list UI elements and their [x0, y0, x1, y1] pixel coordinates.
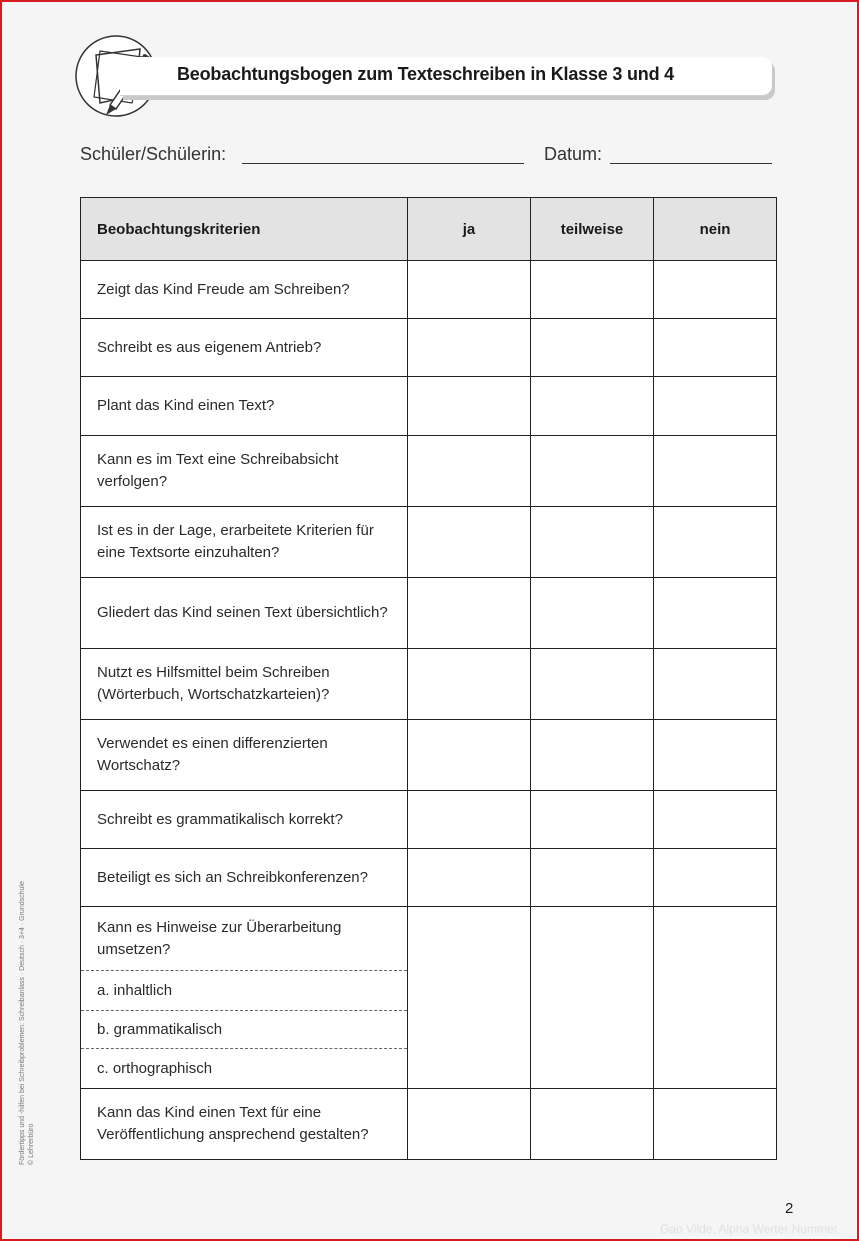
date-label: Datum: — [544, 144, 603, 164]
checkbox-cell-nein[interactable] — [654, 907, 777, 1089]
checkbox-cell-nein[interactable] — [654, 261, 777, 319]
checkbox-cell-nein[interactable] — [654, 1089, 777, 1160]
page-number: 2 — [785, 1200, 794, 1217]
checkbox-cell-ja[interactable] — [408, 649, 531, 720]
checkbox-cell-ja[interactable] — [408, 507, 531, 578]
criterion-text: Kann das Kind einen Text für eine Veröffentlichung ansprechend gestalten? — [81, 1089, 408, 1160]
checkbox-cell-teilweise[interactable] — [531, 507, 654, 578]
page-title: Beobachtungsbogen zum Texteschreiben in Klasse 3 und 4 — [177, 64, 674, 84]
table-row — [81, 720, 777, 791]
checkbox-cell-ja[interactable] — [408, 261, 531, 319]
table-row — [81, 436, 777, 507]
checkbox-cell-ja[interactable] — [408, 720, 531, 791]
side-note-line1: Fördertipps und -hilfen bei Schreibproblemen: Schreibanlass · Deutsch · 3+4 · Grundschule — [19, 881, 26, 1165]
checkbox-cell-ja[interactable] — [408, 849, 531, 907]
criterion-text: Verwendet es einen differenzierten Wortschatz? — [81, 720, 408, 791]
student-name-line[interactable] — [242, 163, 524, 164]
checkbox-cell-teilweise[interactable] — [531, 849, 654, 907]
table-row — [81, 907, 777, 971]
criterion-text: Zeigt das Kind Freude am Schreiben? — [81, 261, 408, 319]
checkbox-cell-ja[interactable] — [408, 377, 531, 436]
checkbox-cell-ja[interactable] — [408, 578, 531, 649]
table-row — [81, 507, 777, 578]
header-teilweise: teilweise — [531, 198, 654, 261]
watermark: Gao Vilde, Alpha Werter Nummer — [660, 1222, 838, 1236]
checkbox-cell-nein[interactable] — [654, 720, 777, 791]
checkbox-cell-teilweise[interactable] — [531, 1089, 654, 1160]
checkbox-cell-ja[interactable] — [408, 791, 531, 849]
table-row — [81, 791, 777, 849]
checkbox-cell-nein[interactable] — [654, 436, 777, 507]
criterion-text: Kann es Hinweise zur Überarbeitung umsetzen? — [81, 907, 408, 971]
student-label: Schüler/Schülerin: — [80, 144, 227, 164]
criterion-subitem: a. inhaltlich — [81, 971, 408, 1011]
checkbox-cell-teilweise[interactable] — [531, 436, 654, 507]
table-row — [81, 319, 777, 377]
checkbox-cell-nein[interactable] — [654, 319, 777, 377]
checkbox-cell-teilweise[interactable] — [531, 720, 654, 791]
table-row — [81, 649, 777, 720]
criterion-text: Schreibt es aus eigenem Antrieb? — [81, 319, 408, 377]
checkbox-cell-teilweise[interactable] — [531, 377, 654, 436]
criterion-text: Plant das Kind einen Text? — [81, 377, 408, 436]
criterion-subitem: c. orthographisch — [81, 1049, 408, 1089]
table-row — [81, 849, 777, 907]
checkbox-cell-ja[interactable] — [408, 319, 531, 377]
checkbox-cell-nein[interactable] — [654, 377, 777, 436]
checkbox-cell-ja[interactable] — [408, 907, 531, 1089]
checkbox-cell-ja[interactable] — [408, 436, 531, 507]
checkbox-cell-nein[interactable] — [654, 507, 777, 578]
checkbox-cell-nein[interactable] — [654, 791, 777, 849]
checkbox-cell-teilweise[interactable] — [531, 261, 654, 319]
checkbox-cell-teilweise[interactable] — [531, 791, 654, 849]
header-criteria: Beobachtungskriterien — [81, 198, 408, 261]
table-row — [81, 377, 777, 436]
student-fields — [80, 144, 780, 168]
checkbox-cell-nein[interactable] — [654, 578, 777, 649]
criterion-text: Nutzt es Hilfsmittel beim Schreiben (Wörterbuch, Wortschatzkarteien)? — [81, 649, 408, 720]
checkbox-cell-teilweise[interactable] — [531, 319, 654, 377]
criterion-subitem: b. grammatikalisch — [81, 1011, 408, 1049]
criterion-text: Gliedert das Kind seinen Text übersichtlich? — [81, 578, 408, 649]
side-note-line2: © Lehrerbüro — [28, 1123, 35, 1165]
table-row — [81, 1089, 777, 1160]
table-row — [81, 578, 777, 649]
checkbox-cell-nein[interactable] — [654, 649, 777, 720]
table-header-row — [81, 198, 777, 261]
criterion-text: Schreibt es grammatikalisch korrekt? — [81, 791, 408, 849]
criterion-text: Beteiligt es sich an Schreibkonferenzen? — [81, 849, 408, 907]
date-line[interactable] — [610, 163, 772, 164]
header-ja: ja — [408, 198, 531, 261]
checkbox-cell-teilweise[interactable] — [531, 907, 654, 1089]
copyright-note — [18, 881, 36, 1165]
header-nein: nein — [654, 198, 777, 261]
checkbox-cell-teilweise[interactable] — [531, 578, 654, 649]
criteria-table — [80, 197, 777, 1160]
criterion-text: Kann es im Text eine Schreibabsicht verfolgen? — [81, 436, 408, 507]
criterion-text: Ist es in der Lage, erarbeitete Kriterien für eine Textsorte einzuhalten? — [81, 507, 408, 578]
checkbox-cell-teilweise[interactable] — [531, 649, 654, 720]
checkbox-cell-nein[interactable] — [654, 849, 777, 907]
table-row — [81, 261, 777, 319]
checkbox-cell-ja[interactable] — [408, 1089, 531, 1160]
